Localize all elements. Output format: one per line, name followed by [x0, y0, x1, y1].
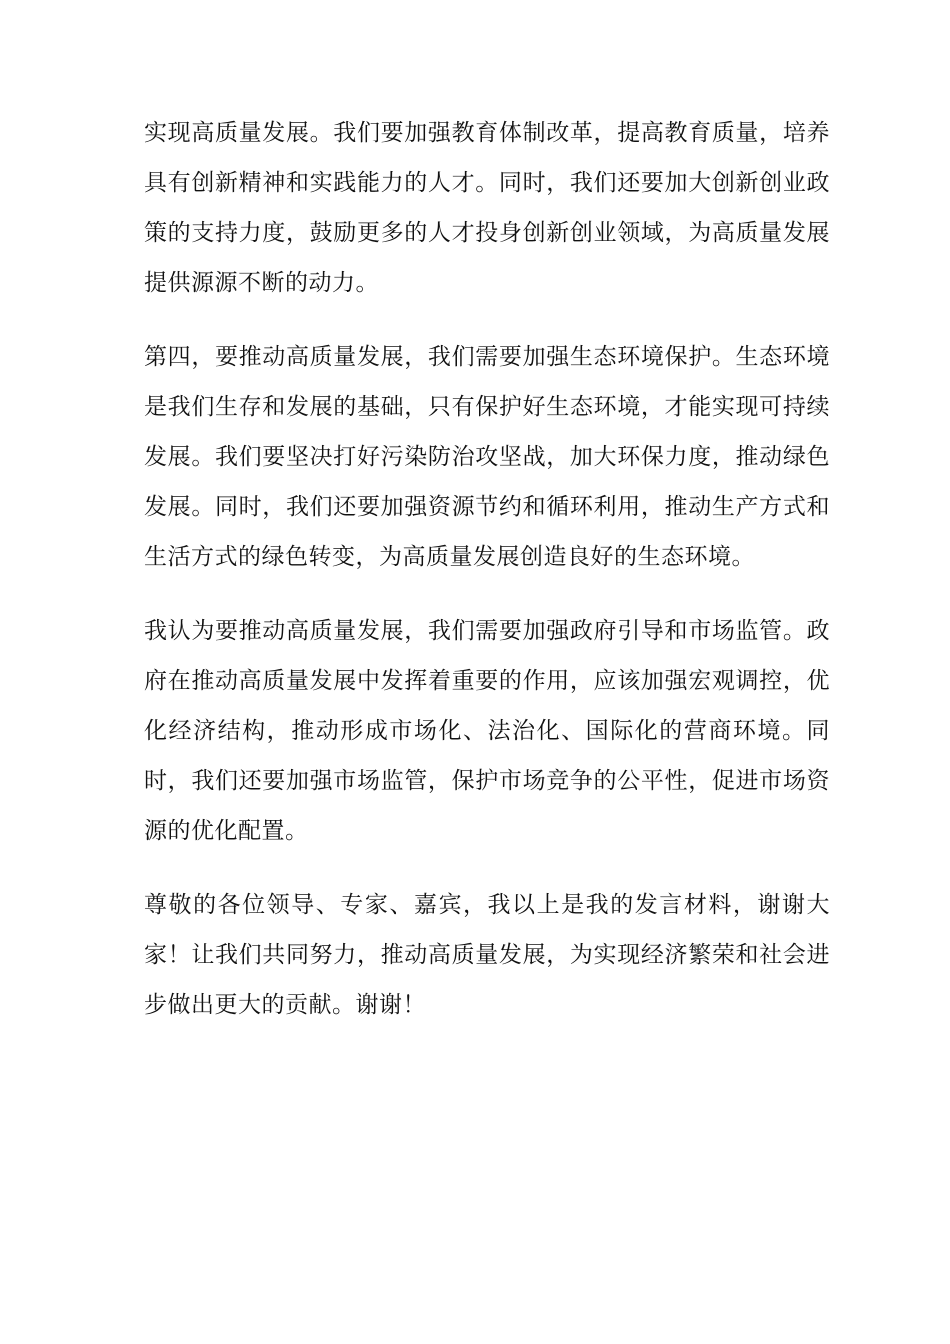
paragraph-ecological-protection: 第四，要推动高质量发展，我们需要加强生态环境保护。生态环境是我们生存和发展的基础，只有保护好生态环境，才能实现可持续发展。我们要坚决打好污染防治攻坚战，加大环保力度，推动绿色发展。同时，我们还要加强资源节约和循环利用，推动生产方式和生活方式的绿色转变，为高质量发展创造良好的生态环境。 [144, 344, 830, 570]
paragraph-government-guidance: 我认为要推动高质量发展，我们需要加强政府引导和市场监管。政府在推动高质量发展中发挥着重要的作用，应该加强宏观调控，优化经济结构，推动形成市场化、法治化、国际化的营商环境。同时，我们还要加强市场监管，保护市场竞争的公平性，促进市场资源的优化配置。 [144, 618, 830, 844]
document-body [144, 108, 830, 1054]
paragraph-closing-remarks: 尊敬的各位领导、专家、嘉宾，我以上是我的发言材料，谢谢大家！让我们共同努力，推动高质量发展，为实现经济繁荣和社会进步做出更大的贡献。谢谢！ [144, 892, 830, 1018]
paragraph-education-reform: 实现高质量发展。我们要加强教育体制改革，提高教育质量，培养具有创新精神和实践能力的人才。同时，我们还要加大创新创业政策的支持力度，鼓励更多的人才投身创新创业领域，为高质量发展提供源源不断的动力。 [144, 120, 830, 296]
